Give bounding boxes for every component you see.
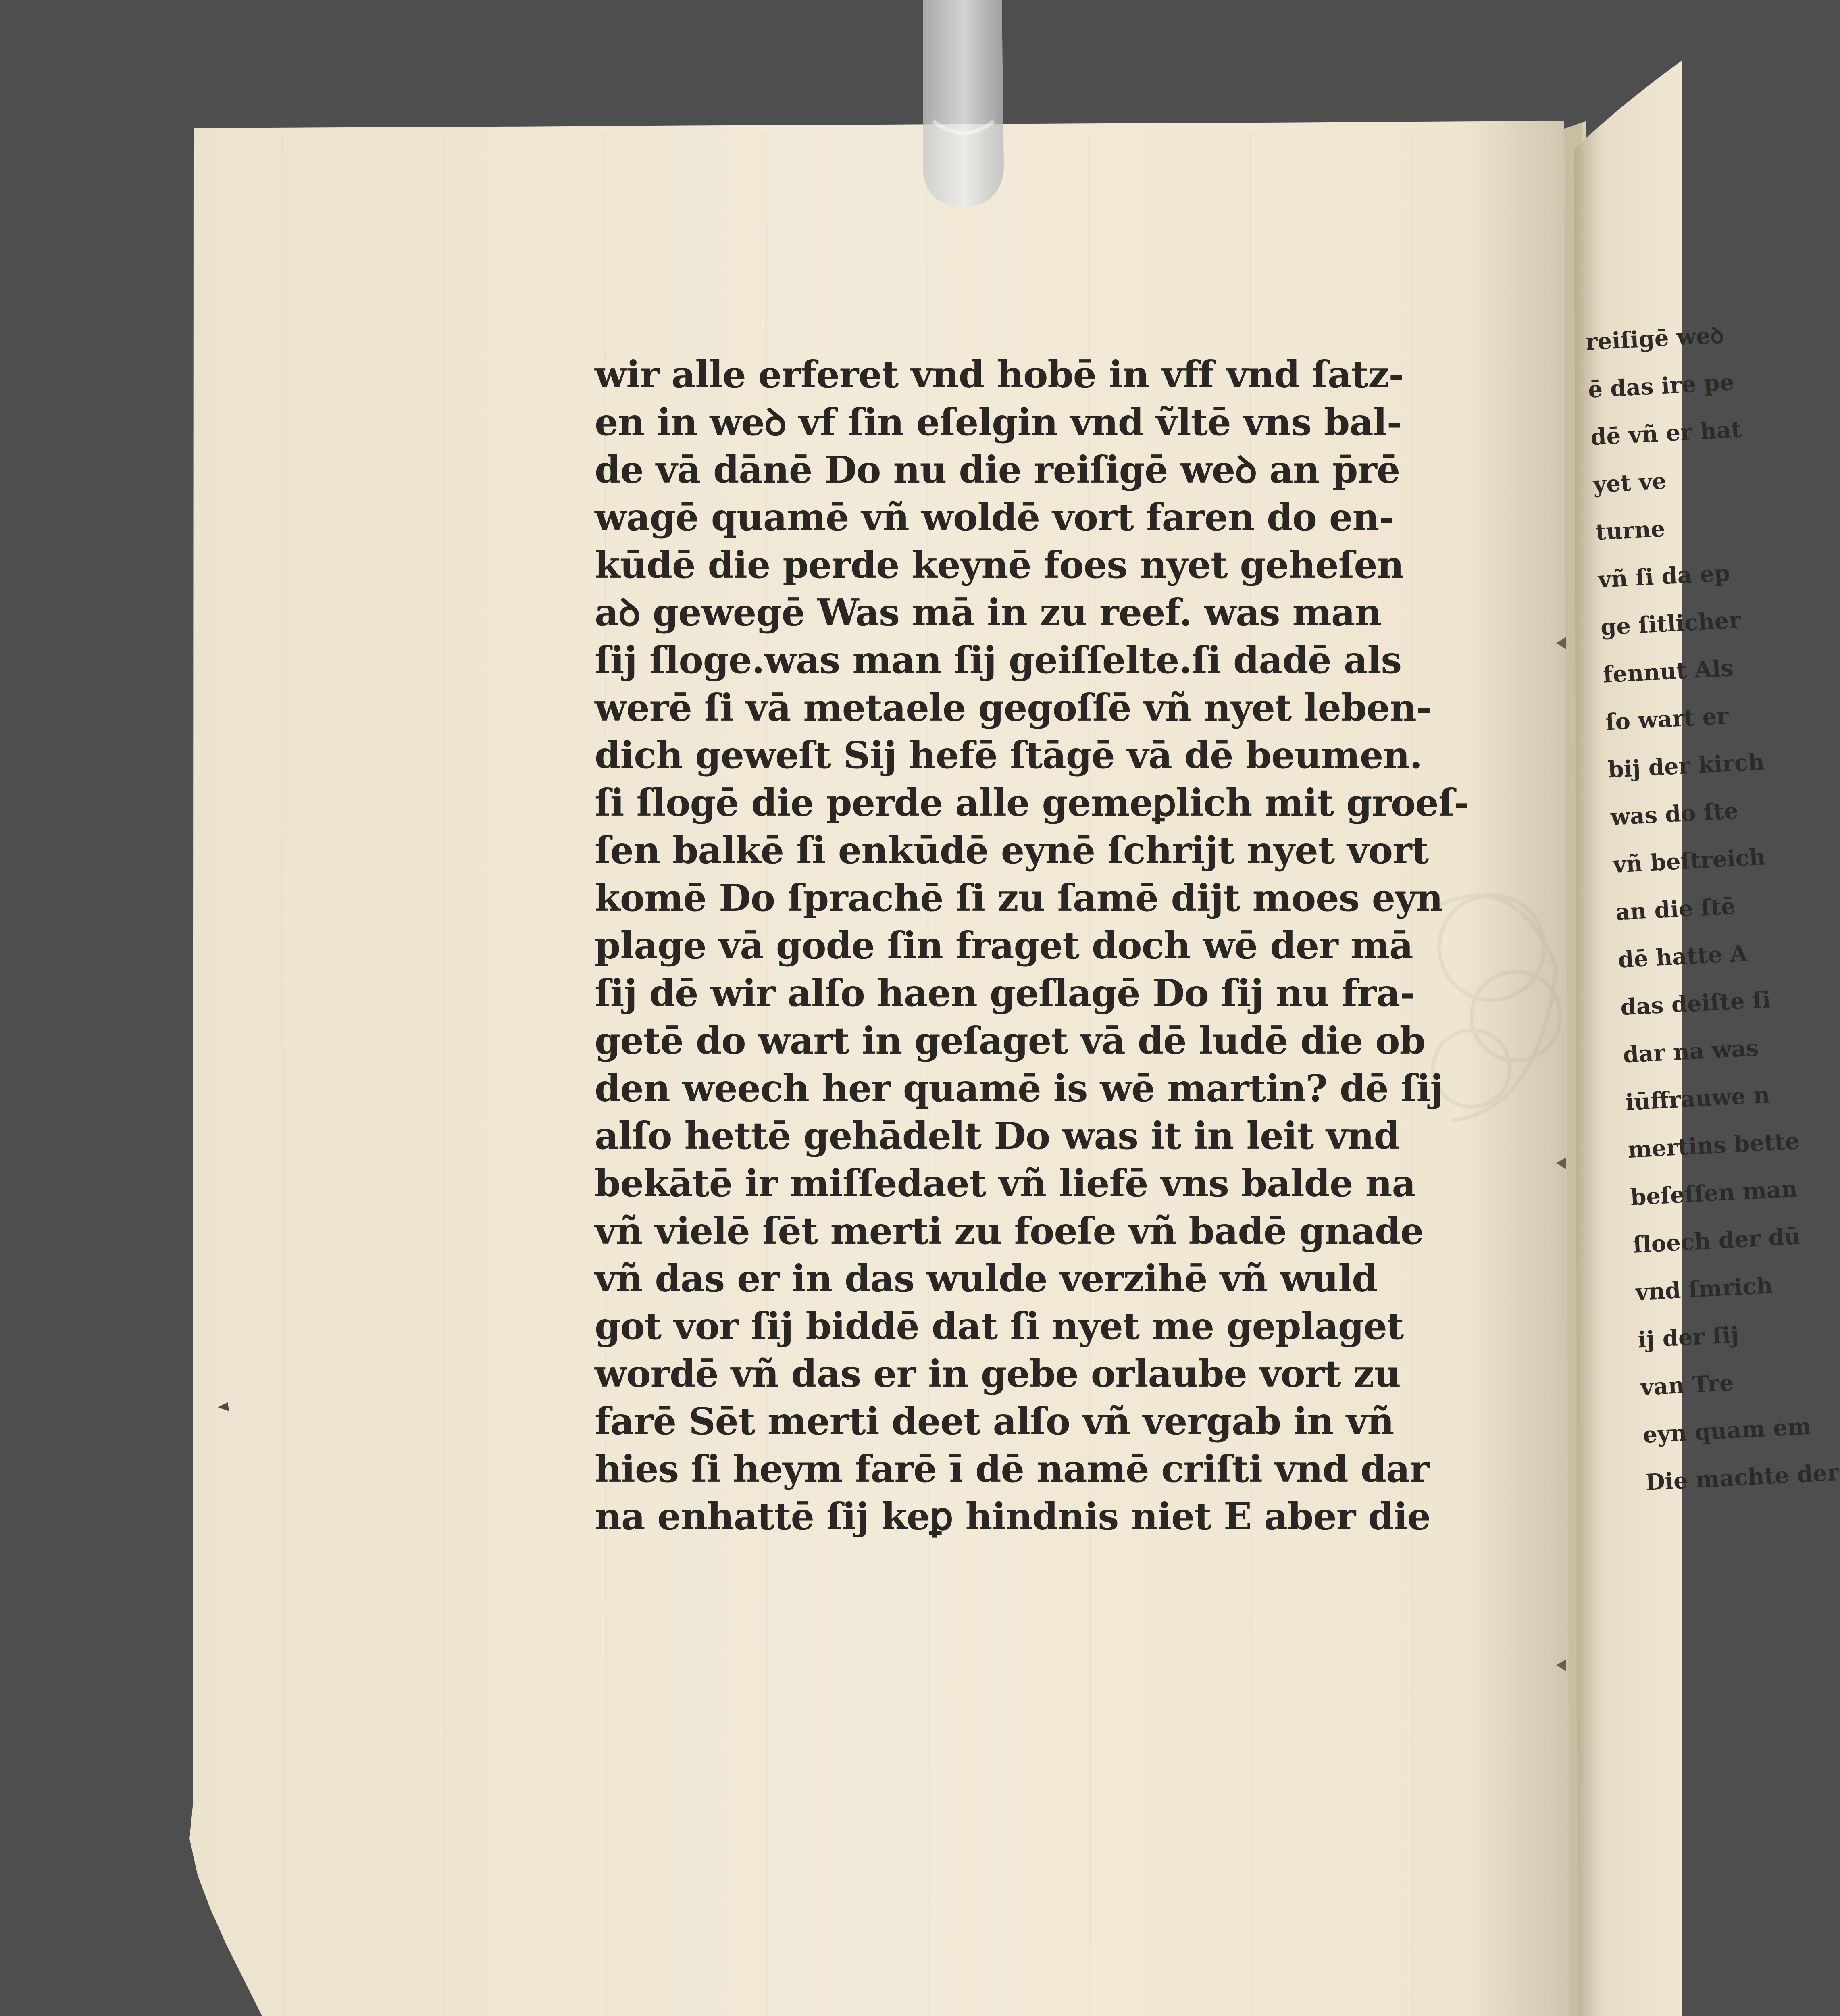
- text-line: wagē quamē vñ woldē vort faren do en-: [595, 496, 1394, 539]
- text-line: alſo hettē gehādelt Do was it in leit vnd: [595, 1114, 1399, 1158]
- text-line: en in weꝺ vf ſin eſelgin vnd ṽltē vns bal-: [595, 400, 1402, 444]
- text-line: ſij ſloge.was man ſij geiſſelte.ſi dadē als: [595, 638, 1402, 682]
- text-line: wordē vñ das er in gebe orlaube vort zu: [595, 1352, 1401, 1395]
- facing-text-line: dē hatte A: [1617, 940, 1748, 973]
- printed-text-block: [595, 351, 1469, 1540]
- text-line: den weech her quamē is wē martin? dē ſij: [595, 1066, 1443, 1110]
- facing-text-line: iūffrauwe n: [1625, 1081, 1771, 1116]
- facing-text-line: ſloech der dū: [1632, 1223, 1801, 1258]
- facing-text-line: an die ſtē: [1615, 893, 1736, 926]
- facing-text-line: ij der ſij: [1637, 1321, 1740, 1354]
- text-line: vñ vielē ſēt merti zu foeſe vñ badē gnade: [595, 1209, 1424, 1253]
- facing-text-line: ſo wart er: [1605, 702, 1730, 736]
- facing-text-line: vnd ſmrich: [1634, 1272, 1773, 1306]
- text-line: kūdē die perde keynē foes nyet geheſen: [595, 543, 1404, 587]
- text-line: na enhattē ſij keꝑ hindnis niet E aber die: [595, 1495, 1431, 1538]
- facing-text-line: bij der kirch: [1607, 748, 1765, 783]
- text-line: dich geweſt Sij hefē ſtāgē vā dē beumen.: [595, 733, 1422, 777]
- text-line: werē ſi vā metaele gegoſſē vñ nyet leben-: [595, 686, 1431, 729]
- facing-text-line: ē das ire pe: [1587, 369, 1735, 403]
- facing-text-line: was do ſte: [1610, 797, 1739, 831]
- facing-text-line: dē vñ er hat: [1590, 416, 1742, 451]
- top-clip: [923, 0, 1004, 208]
- text-line: ſi ſlogē die perde alle gemeꝑlich mit groeſ-: [595, 781, 1469, 825]
- text-line: got vor ſij biddē dat ſi nyet me geplaget: [595, 1304, 1404, 1348]
- facing-text-line: Die machte der: [1644, 1459, 1840, 1496]
- facing-text-line: dar na was: [1622, 1034, 1759, 1068]
- facing-text-line: mertins bette: [1627, 1127, 1800, 1164]
- text-line: plage vā gode ſin fraget doch wē der mā: [595, 924, 1413, 967]
- facing-text-line: vñ ſi da ep: [1597, 560, 1731, 594]
- facing-text-line: das deiſte ſi: [1619, 986, 1771, 1021]
- text-line: vñ das er in das wulde verzihē vñ wuld: [595, 1257, 1378, 1300]
- text-line: de vā dānē Do nu die reiſigē weꝺ an p̄rē: [595, 448, 1400, 492]
- text-line: wir alle erferet vnd hobē in vff vnd ſatz-: [595, 353, 1404, 396]
- text-line: bekātē ir miſſedaet vñ liefē vns balde na: [595, 1162, 1416, 1205]
- facing-text-line: turne: [1595, 515, 1666, 546]
- facing-text-line: beſeſſen man: [1630, 1175, 1798, 1211]
- text-line: getē do wart in geſaget vā dē ludē die ob: [595, 1019, 1425, 1062]
- facing-text-line: yet ve: [1592, 467, 1667, 498]
- facing-text-line: van Tre: [1640, 1369, 1735, 1401]
- facing-text-line: ge ſitlicher: [1600, 606, 1742, 641]
- text-line: aꝺ gewegē Was mā in zu reef. was man: [595, 591, 1382, 634]
- facing-text-line: vñ beſtreich: [1612, 843, 1766, 879]
- text-line: farē Sēt merti deet alſo vñ vergab in vñ: [595, 1400, 1394, 1443]
- text-line: hies ſi heym farē ī dē namē criſti vnd dar: [595, 1447, 1429, 1491]
- facing-text-line: reiſigē weꝺ: [1585, 321, 1725, 356]
- facing-text-line: eyn quam em: [1642, 1413, 1812, 1449]
- text-line: ſij dē wir alſo haen geſlagē Do ſij nu fra-: [595, 971, 1415, 1015]
- text-line: ſen balkē ſi enkūdē eynē ſchrijt nyet vort: [595, 829, 1429, 872]
- text-line: komē Do ſprachē ſi zu ſamē dijt moes eyn: [595, 876, 1443, 920]
- facing-text-line: fennut Als: [1602, 654, 1734, 688]
